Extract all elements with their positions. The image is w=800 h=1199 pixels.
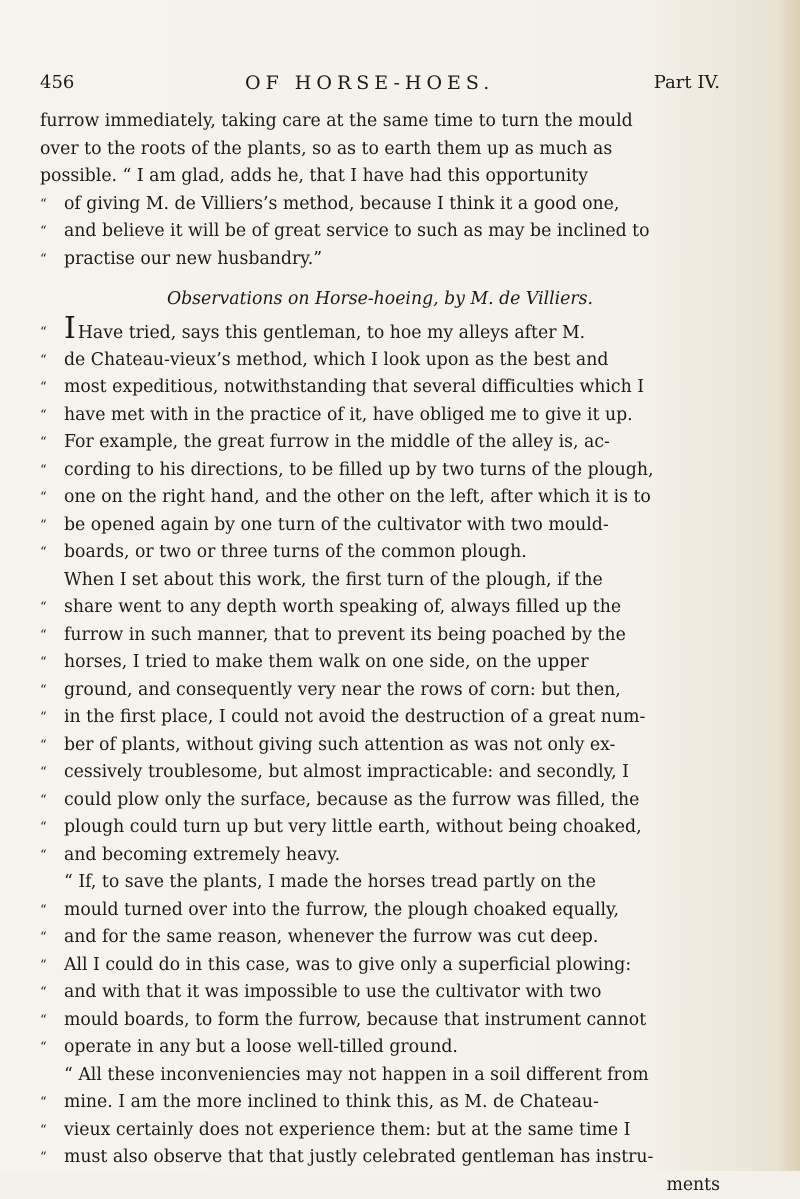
running-header: [40, 72, 720, 102]
text-line: [40, 218, 720, 246]
quote-mark: “: [40, 952, 47, 980]
line-text: must also observe that that justly celebrated gentleman has instru-: [64, 1147, 653, 1167]
quote-mark: “: [40, 484, 47, 512]
quote-mark: “: [40, 246, 47, 274]
text-line: [40, 732, 720, 760]
body-text: [40, 108, 720, 1199]
text-line: [40, 319, 720, 347]
text-line: [40, 1007, 720, 1035]
text-line: [40, 512, 720, 540]
text-line: [40, 457, 720, 485]
page-number: 456: [40, 72, 74, 93]
quote-mark: “: [40, 374, 47, 402]
line-text: most expeditious, notwithstanding that several difficulties which I: [64, 377, 644, 397]
text-line: [40, 191, 720, 219]
quote-mark: “: [40, 1007, 47, 1035]
text-line: [40, 704, 720, 732]
text-line: [40, 842, 720, 870]
line-text: mould turned over into the furrow, the plough choaked equally,: [64, 900, 619, 920]
text-line: [40, 787, 720, 815]
quote-mark: “: [40, 842, 47, 870]
line-text: could plow only the surface, because as the furrow was filled, the: [64, 790, 639, 810]
line-text: Have tried, says this gentleman, to hoe my alleys after M.: [78, 323, 585, 343]
line-text: and with that it was impossible to use the cultivator with two: [64, 982, 601, 1002]
line-text: All I could do in this case, was to give only a superficial plowing:: [64, 955, 631, 975]
line-text: have met with in the practice of it, have obliged me to give it up.: [64, 405, 633, 425]
quoted-paragraphs: [40, 347, 720, 1172]
text-line: [40, 402, 720, 430]
text-line: [40, 869, 720, 897]
line-text: When I set about this work, the first turn of the plough, if the: [64, 570, 603, 590]
quote-mark: “: [40, 1089, 47, 1117]
line-text: For example, the great furrow in the middle of the alley is, ac-: [64, 432, 610, 452]
line-text: mould boards, to form the furrow, because that instrument cannot: [64, 1010, 646, 1030]
quote-mark: “: [40, 979, 47, 1007]
drop-cap: I: [64, 311, 76, 346]
catchword: ments: [666, 1175, 720, 1195]
quote-mark: “: [40, 218, 47, 246]
quote-mark: “: [40, 622, 47, 650]
text-line: [40, 374, 720, 402]
line-text: one on the right hand, and the other on the left, after which it is to: [64, 487, 651, 507]
text-line: [40, 1144, 720, 1172]
text-line: [40, 677, 720, 705]
quote-mark: “: [40, 814, 47, 842]
text-line: [40, 759, 720, 787]
line-text: vieux certainly does not experience them: but at the same time I: [64, 1120, 630, 1140]
line-text: furrow in such manner, that to prevent its being poached by the: [64, 625, 626, 645]
quote-mark: “: [40, 347, 47, 375]
line-text: share went to any depth worth speaking of, always filled up the: [64, 597, 621, 617]
running-title: OF HORSE-HOES.: [245, 72, 494, 94]
text-line: [40, 347, 720, 375]
text-line: [40, 924, 720, 952]
line-text: possible. “ I am glad, adds he, that I have had this opportunity: [40, 166, 588, 186]
line-text: ground, and consequently very near the rows of corn: but then,: [64, 680, 621, 700]
text-line: [40, 594, 720, 622]
quote-mark: “: [40, 924, 47, 952]
text-line: [40, 1034, 720, 1062]
line-text: horses, I tried to make them walk on one side, on the upper: [64, 652, 589, 672]
quote-mark: “: [40, 1034, 47, 1062]
opening-paragraph: [40, 108, 720, 273]
quote-mark: “: [40, 539, 47, 567]
text-line: [40, 622, 720, 650]
text-line: [40, 108, 720, 136]
line-text: de Chateau-vieux’s method, which I look upon as the best and: [64, 350, 608, 370]
text-line: [40, 246, 720, 274]
text-line: [40, 567, 720, 595]
catchword-line: [40, 1172, 720, 1199]
line-text: mine. I am the more inclined to think this, as M. de Chateau-: [64, 1092, 599, 1112]
quote-mark: “: [40, 191, 47, 219]
quote-mark: “: [40, 457, 47, 485]
text-line: [40, 649, 720, 677]
quote-mark: “: [40, 897, 47, 925]
text-line: [40, 979, 720, 1007]
line-text: practise our new husbandry.”: [64, 249, 322, 269]
part-label: Part IV.: [654, 72, 720, 93]
text-line: [40, 136, 720, 164]
text-line: [40, 897, 720, 925]
text-line: [40, 539, 720, 567]
text-line: [40, 429, 720, 457]
line-text: “ If, to save the plants, I made the horses tread partly on the: [64, 872, 596, 892]
text-line: [40, 484, 720, 512]
line-text: and believe it will be of great service to such as may be inclined to: [64, 221, 649, 241]
quote-mark: “: [40, 512, 47, 540]
text-line: [40, 1089, 720, 1117]
quote-mark: “: [40, 1117, 47, 1145]
line-text: of giving M. de Villiers’s method, because I think it a good one,: [64, 194, 619, 214]
quote-mark: “: [40, 1144, 47, 1172]
line-text: and for the same reason, whenever the furrow was cut deep.: [64, 927, 598, 947]
line-text: operate in any but a loose well-tilled ground.: [64, 1037, 458, 1057]
section-title: Observations on Horse-hoeing, by M. de Villiers.: [40, 281, 720, 317]
line-text: ber of plants, without giving such attention as was not only ex-: [64, 735, 615, 755]
quote-mark: “: [40, 649, 47, 677]
quote-mark: “: [40, 402, 47, 430]
line-text: and becoming extremely heavy.: [64, 845, 340, 865]
quote-mark: “: [40, 594, 47, 622]
quote-mark: “: [40, 704, 47, 732]
quote-mark: “: [40, 787, 47, 815]
quote-mark: “: [40, 732, 47, 760]
quote-mark: “: [40, 759, 47, 787]
text-line: [40, 1117, 720, 1145]
line-text: plough could turn up but very little earth, without being choaked,: [64, 817, 642, 837]
line-text: boards, or two or three turns of the common plough.: [64, 542, 527, 562]
quote-mark: “: [40, 319, 47, 347]
line-text: cessively troublesome, but almost impracticable: and secondly, I: [64, 762, 629, 782]
text-line: [40, 814, 720, 842]
line-text: in the first place, I could not avoid the destruction of a great num-: [64, 707, 645, 727]
quote-mark: “: [40, 429, 47, 457]
line-text: be opened again by one turn of the cultivator with two mould-: [64, 515, 609, 535]
text-line: [40, 163, 720, 191]
quote-mark: “: [40, 677, 47, 705]
line-text: cording to his directions, to be filled up by two turns of the plough,: [64, 460, 653, 480]
line-text: furrow immediately, taking care at the same time to turn the mould: [40, 111, 633, 131]
text-line: [40, 952, 720, 980]
text-line: [40, 1062, 720, 1090]
line-text: over to the roots of the plants, so as to earth them up as much as: [40, 139, 612, 159]
line-text: “ All these inconveniencies may not happen in a soil different from: [64, 1065, 649, 1085]
